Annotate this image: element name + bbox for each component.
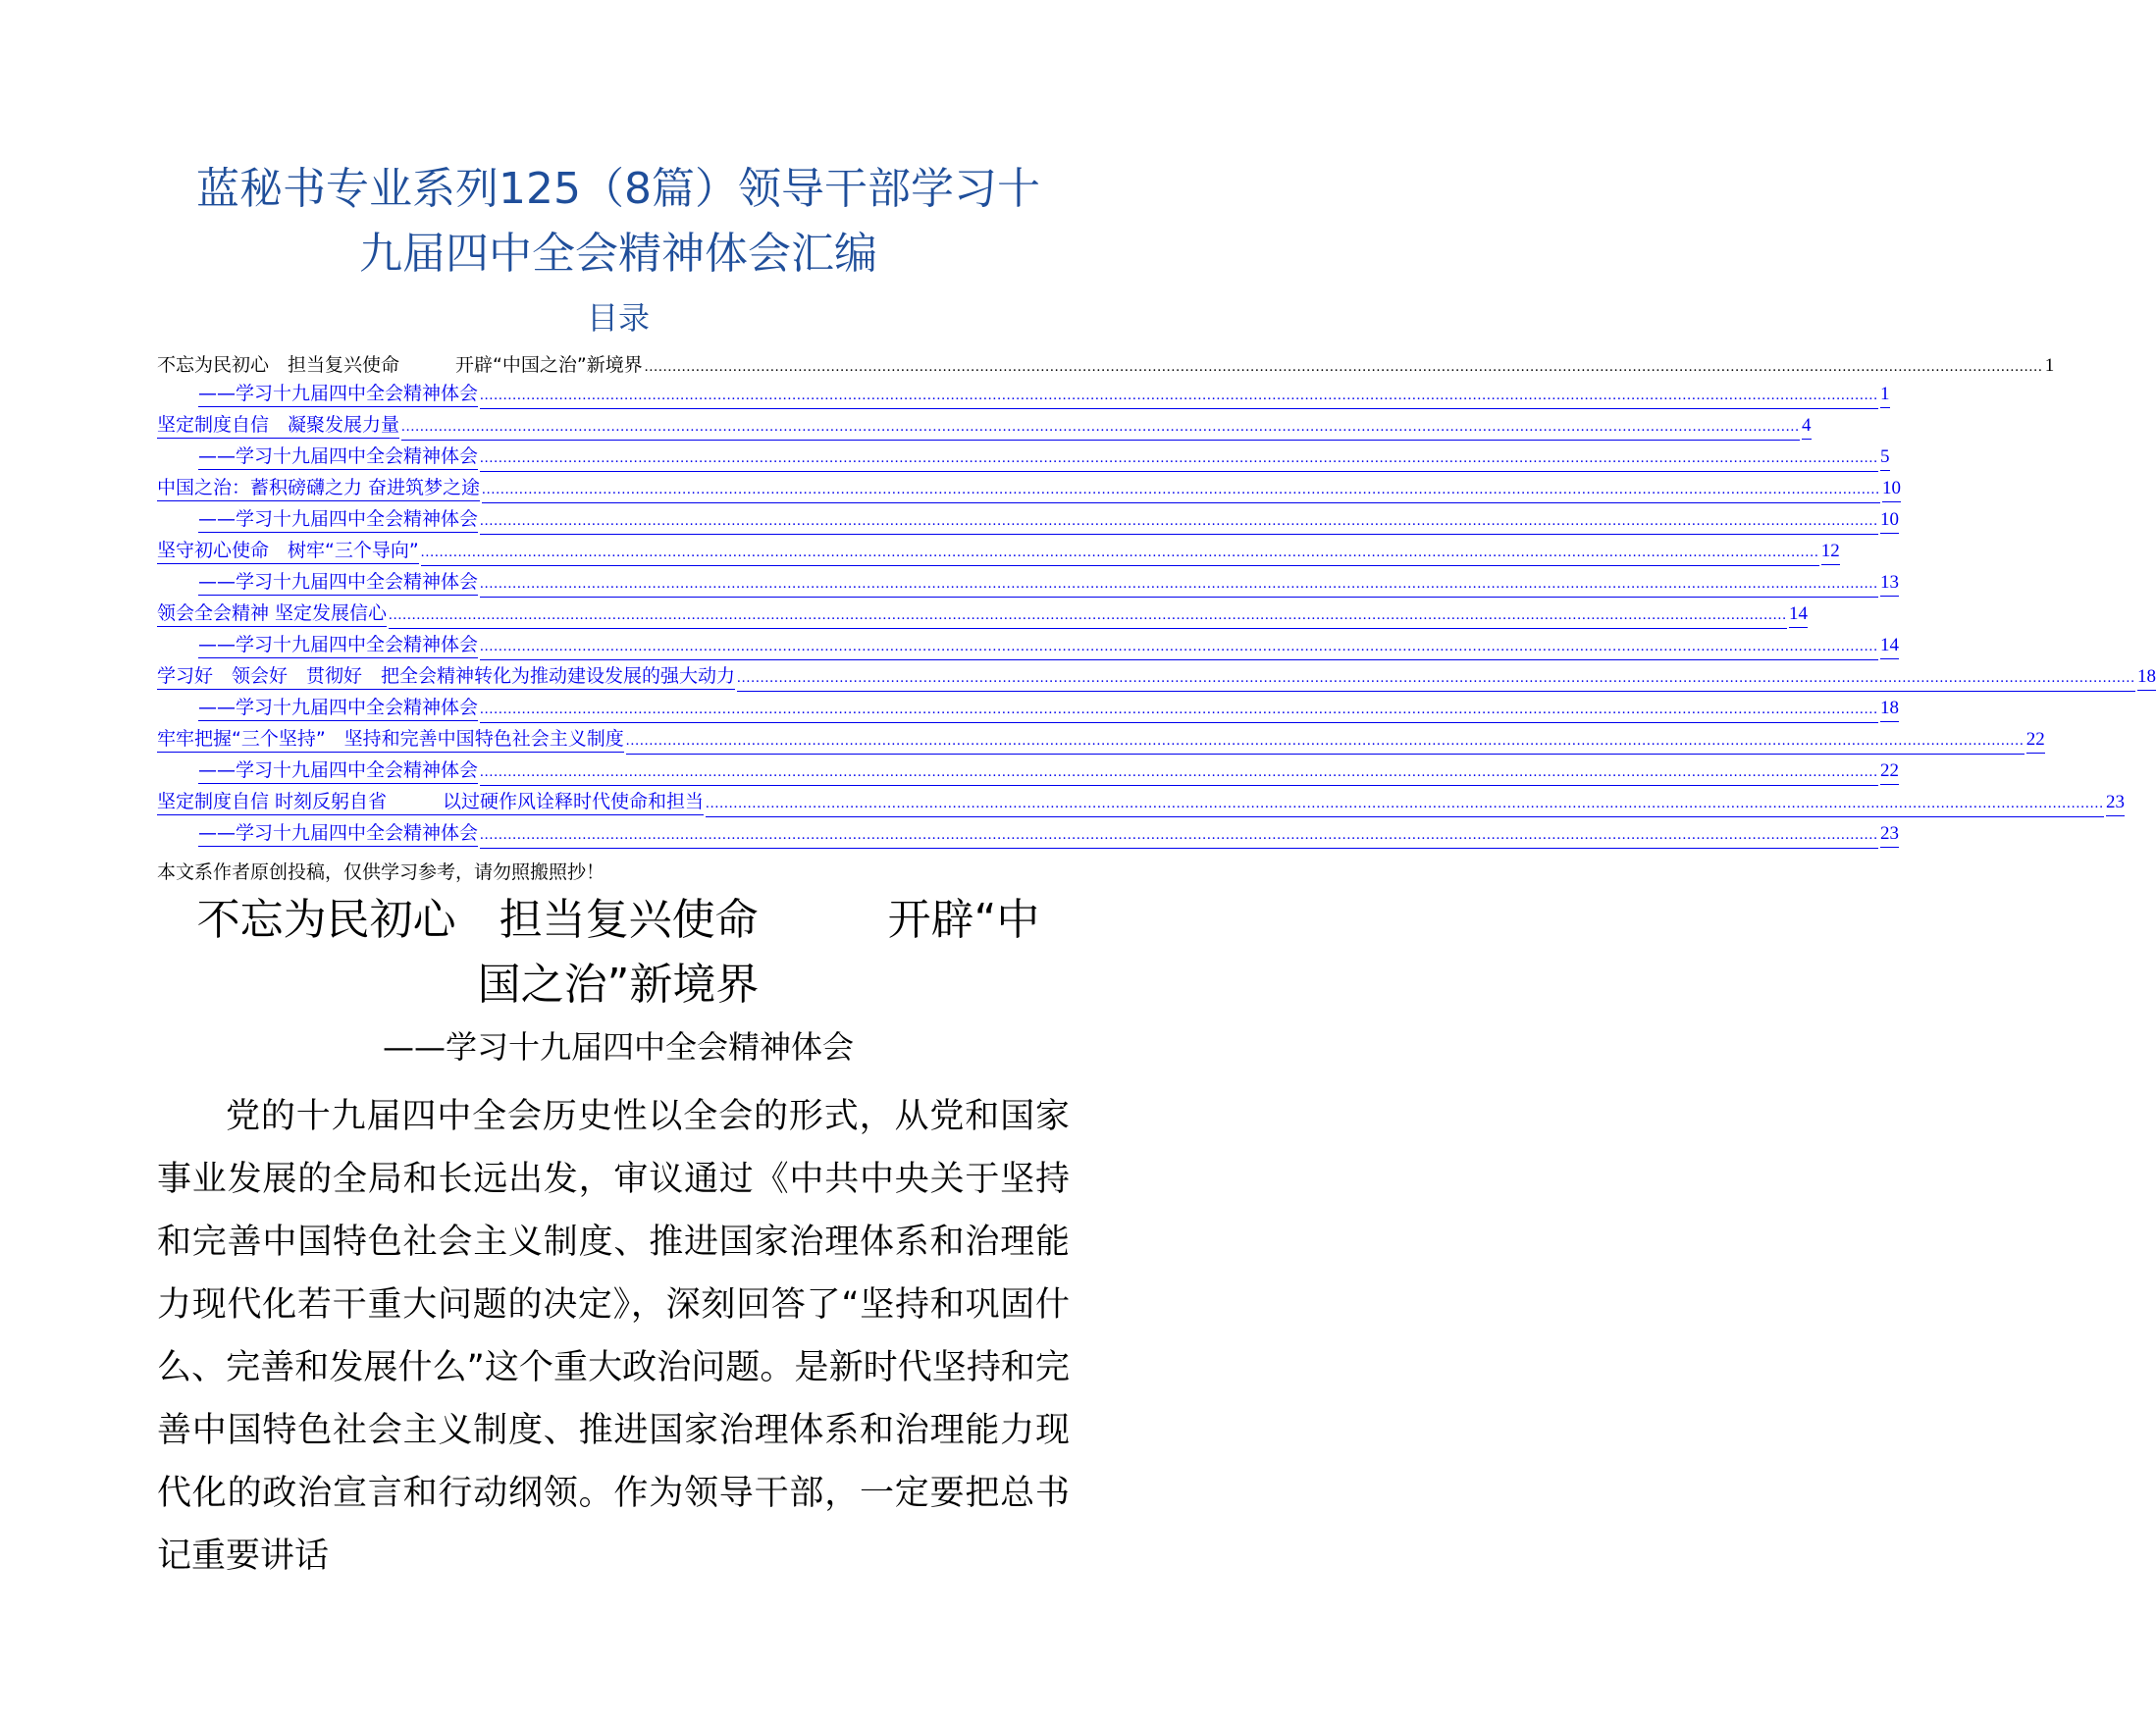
article-title-line1: 不忘为民初心 担当复兴使命 开辟“中	[196, 895, 1040, 945]
document-title	[157, 157, 1079, 287]
toc-entry[interactable]	[157, 538, 1840, 569]
toc-entry[interactable]	[157, 600, 1809, 632]
toc-dot-leader: ............................................................................................................................................................................................................................................................................................................	[421, 540, 1819, 566]
toc-entry-title: ——学习十九届四中全会精神体会	[198, 695, 478, 721]
toc-dot-leader: ............................................................................................................................................................................................................................................................................................................	[401, 414, 1800, 441]
toc-entry[interactable]	[157, 475, 1902, 506]
toc-entry-page-number: 13	[1880, 570, 1899, 597]
toc-entry-page-number: 1	[1880, 382, 1890, 408]
toc-entry[interactable]	[157, 663, 2156, 695]
toc-entry[interactable]	[157, 506, 1900, 538]
toc-entry-title: ——学习十九届四中全会精神体会	[198, 443, 478, 470]
table-of-contents	[157, 349, 2156, 852]
toc-dot-leader: ............................................................................................................................................................................................................................................................................................................	[706, 791, 2104, 817]
document-title-line2: 九届四中全会精神体会汇编	[359, 229, 877, 279]
toc-entry[interactable]	[157, 789, 2126, 820]
toc-entry[interactable]	[157, 381, 1890, 412]
toc-entry-page-number: 10	[1880, 507, 1899, 534]
toc-entry-page-number: 23	[1880, 821, 1899, 848]
toc-dot-leader: ............................................................................................................................................................................................................................................................................................................	[480, 759, 1878, 786]
toc-entry-page-number: 10	[1882, 476, 1901, 502]
toc-entry-page-number: 1	[2044, 355, 2055, 376]
toc-entry-title: ——学习十九届四中全会精神体会	[198, 757, 478, 784]
toc-dot-leader: ............................................................................................................................................................................................................................................................................................................	[480, 383, 1878, 409]
toc-dot-leader: ............................................................................................................................................................................................................................................................................................................	[626, 728, 2025, 755]
toc-entry[interactable]	[157, 695, 1900, 726]
toc-dot-leader: ............................................................................................................................................................................................................................................................................................................	[482, 477, 1880, 503]
toc-entry-title: 不忘为民初心 担当复兴使命 开辟“中国之治”新境界	[157, 354, 643, 376]
toc-entry[interactable]	[157, 757, 1900, 789]
toc-entry-title: 牢牢把握“三个坚持” 坚持和完善中国特色社会主义制度	[157, 726, 624, 753]
toc-entry-title: ——学习十九届四中全会精神体会	[198, 632, 478, 658]
article-title-line2: 国之治”新境界	[477, 960, 760, 1010]
toc-entry-page-number: 18	[1880, 696, 1899, 722]
toc-entry-page-number: 12	[1821, 539, 1840, 565]
toc-entry-title: 学习好 领会好 贯彻好 把全会精神转化为推动建设发展的强大动力	[157, 663, 735, 690]
toc-entry-title: ——学习十九届四中全会精神体会	[198, 820, 478, 847]
toc-entry-title: ——学习十九届四中全会精神体会	[198, 506, 478, 533]
toc-entry-page-number: 23	[2106, 790, 2125, 816]
document-title-line1: 蓝秘书专业系列125（8篇）领导干部学习十	[196, 164, 1040, 214]
article-title	[157, 888, 1079, 1017]
toc-heading: 目录	[586, 299, 650, 337]
article-subtitle: ——学习十九届四中全会精神体会	[382, 1028, 854, 1066]
toc-dot-leader: ............................................................................................................................................................................................................................................................................................................	[480, 571, 1878, 598]
toc-entry[interactable]	[157, 820, 1900, 852]
toc-entry[interactable]	[157, 443, 1890, 475]
toc-dot-leader: ............................................................................................................................................................................................................................................................................................................	[480, 697, 1878, 723]
toc-dot-leader: ............................................................................................................................................................................................................................................................................................................	[480, 634, 1878, 660]
toc-entry[interactable]	[157, 569, 1900, 600]
toc-dot-leader: ............................................................................................................................................................................................................................................................................................................	[644, 359, 2043, 375]
toc-entry[interactable]	[157, 412, 1812, 443]
toc-entry-page-number: 18	[2137, 664, 2156, 691]
toc-entry[interactable]	[157, 632, 1900, 663]
toc-dot-leader: ............................................................................................................................................................................................................................................................................................................	[480, 508, 1878, 535]
toc-entry-title: ——学习十九届四中全会精神体会	[198, 381, 478, 407]
toc-entry-title: 坚定制度自信 凝聚发展力量	[157, 412, 399, 439]
toc-dot-leader: ............................................................................................................................................................................................................................................................................................................	[389, 602, 1787, 629]
toc-entry-title: 中国之治：蓄积磅礴之力 奋进筑梦之途	[157, 475, 480, 501]
toc-entry-page-number: 22	[1880, 758, 1899, 785]
toc-entry-title: 领会全会精神 坚定发展信心	[157, 600, 387, 627]
toc-entry-title: 坚守初心使命 树牢“三个导向”	[157, 538, 419, 564]
article-paragraph: 党的十九届四中全会历史性以全会的形式，从党和国家事业发展的全局和长远出发，审议通过《中共中央关于坚持和完善中国特色社会主义制度、推进国家治理体系和治理能力现代化若干重大问题的决定》，深刻回答了“坚持和巩固什么、完善和发展什么”这个重大政治问题。是新时代坚持和完善中国特色社会主义制度、推进国家治理体系和治理能力现代化的政治宣言和行动纲领。作为领导干部，一定要把总书记重要讲话	[157, 1097, 1070, 1576]
toc-entry-page-number: 14	[1789, 601, 1808, 628]
toc-dot-leader: ............................................................................................................................................................................................................................................................................................................	[737, 665, 2135, 692]
toc-entry	[157, 349, 2055, 381]
toc-entry-title: 坚定制度自信 时刻反躬自省 以过硬作风诠释时代使命和担当	[157, 789, 704, 815]
copyright-notice: 本文系作者原创投稿，仅供学习参考，请勿照搬照抄！	[157, 861, 605, 883]
toc-entry[interactable]	[157, 726, 2045, 757]
toc-entry-title: ——学习十九届四中全会精神体会	[198, 569, 478, 596]
toc-entry-page-number: 5	[1880, 444, 1890, 471]
toc-dot-leader: ............................................................................................................................................................................................................................................................................................................	[480, 822, 1878, 849]
toc-entry-page-number: 22	[2026, 727, 2045, 754]
toc-entry-page-number: 14	[1880, 633, 1899, 659]
toc-dot-leader: ............................................................................................................................................................................................................................................................................................................	[480, 445, 1878, 472]
toc-entry-page-number: 4	[1802, 413, 1812, 440]
